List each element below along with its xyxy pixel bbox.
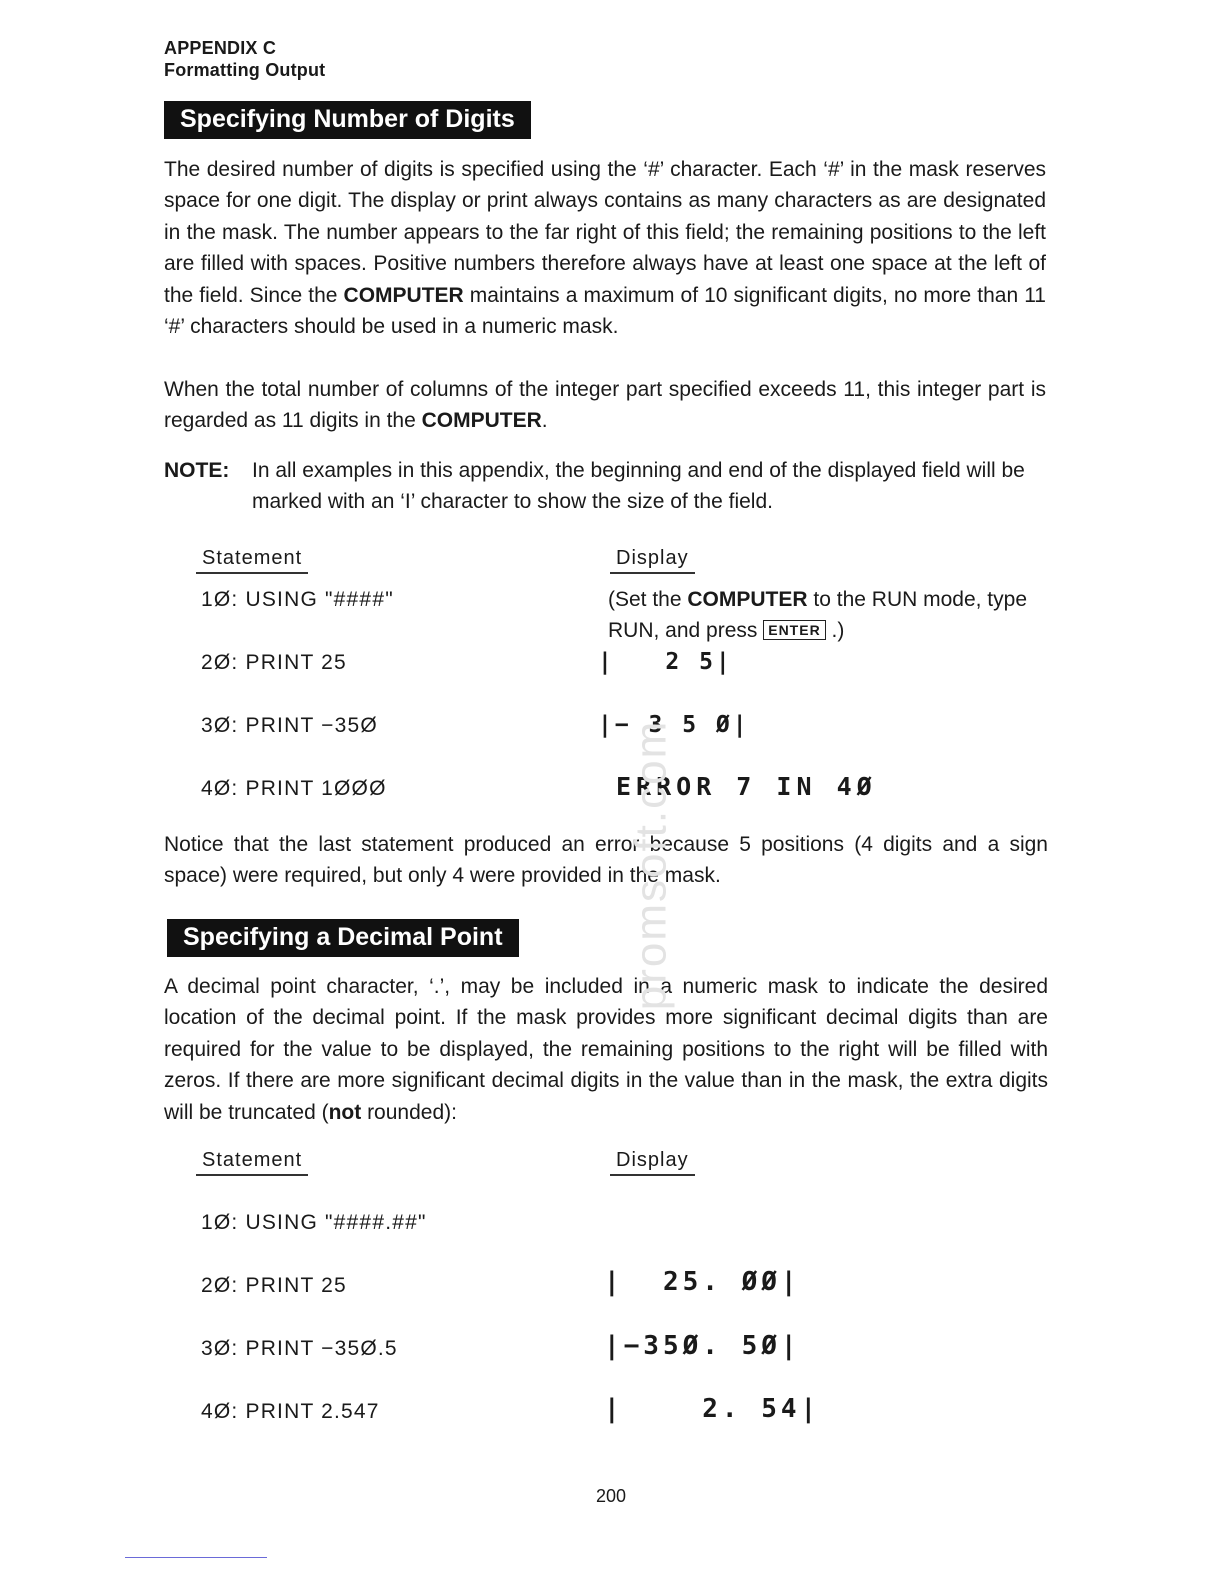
paragraph-integer-part: When the total number of columns of the integer part specified exceeds 11, this integer part is regarded as 11 digits in the COMPUTER. <box>164 378 1046 433</box>
section-title-decimal-point: Specifying a Decimal Point <box>167 919 519 957</box>
statement-row: 1Ø: USING "####.##" <box>201 1211 427 1234</box>
note-label: NOTE: <box>164 459 230 482</box>
statement-row: 3Ø: PRINT −35Ø.5 <box>201 1337 398 1360</box>
page-number: 200 <box>596 1486 627 1506</box>
error-output: ERROR 7 IN 4Ø <box>616 772 877 801</box>
paragraph-digits-intro: The desired number of digits is specified using the ‘#’ character. Each ‘#’ in the mask reserves space for one digit. The display or print always contains as many characters as are designated in the mask. The number appears to the far right of this field; the remaining positions to the left are filled with spaces. Positive numbers therefore always have at least one space at the left of the field. Since the COMPUTER maintains a maximum of 10 significant digits, no more than 11 ‘#’ characters should be used in a numeric mask. <box>164 158 1046 339</box>
display-output: |− 3 5 Ø| <box>598 712 750 738</box>
appendix-subtitle: Formatting Output <box>164 60 326 80</box>
display-column-header: Display <box>610 546 695 574</box>
note-text: In all examples in this appendix, the beginning and end of the displayed field will be marked with an ‘I’ character to show the size of the field. <box>252 459 1025 513</box>
statement-column-header: Statement <box>196 546 308 574</box>
display-column-header: Display <box>610 1148 695 1176</box>
statement-row: 1Ø: USING "####" <box>201 588 394 611</box>
display-output: | 25. ØØ| <box>604 1267 801 1297</box>
paragraph-error-explanation: Notice that the last statement produced an error because 5 positions (4 digits and a sign space) were required, but only 4 were provided in the mask. <box>164 833 1048 888</box>
watermark: promsoft.com <box>626 719 676 1011</box>
statement-row: 3Ø: PRINT −35Ø <box>201 714 378 737</box>
display-output: |−35Ø. 5Ø| <box>604 1331 801 1361</box>
statement-row: 2Ø: PRINT 25 <box>201 651 347 674</box>
section-title-number-of-digits: Specifying Number of Digits <box>164 101 531 139</box>
display-output: | 2. 54| <box>604 1394 821 1424</box>
statement-row: 2Ø: PRINT 25 <box>201 1274 347 1297</box>
footer-rule <box>125 1557 267 1558</box>
paragraph-decimal-intro: A decimal point character, ‘.’, may be included in a numeric mask to indicate the desired location of the decimal point. If the mask provides more significant decimal digits than are required for the value to be displayed, the remaining positions to the right will be filled with zeros. If there are more significant decimal digits in the value than in the mask, the extra digits will be truncated (not rounded): <box>164 975 1048 1124</box>
statement-row: 4Ø: PRINT 2.547 <box>201 1400 380 1423</box>
appendix-label: APPENDIX C <box>164 38 277 58</box>
statement-row: 4Ø: PRINT 1ØØØ <box>201 777 387 800</box>
statement-column-header: Statement <box>196 1148 308 1176</box>
enter-key-icon: ENTER <box>763 620 825 640</box>
display-output: | 2 5| <box>598 649 733 675</box>
run-instruction: (Set the COMPUTER to the RUN mode, type RUN, and press ENTER .) <box>608 588 1027 642</box>
